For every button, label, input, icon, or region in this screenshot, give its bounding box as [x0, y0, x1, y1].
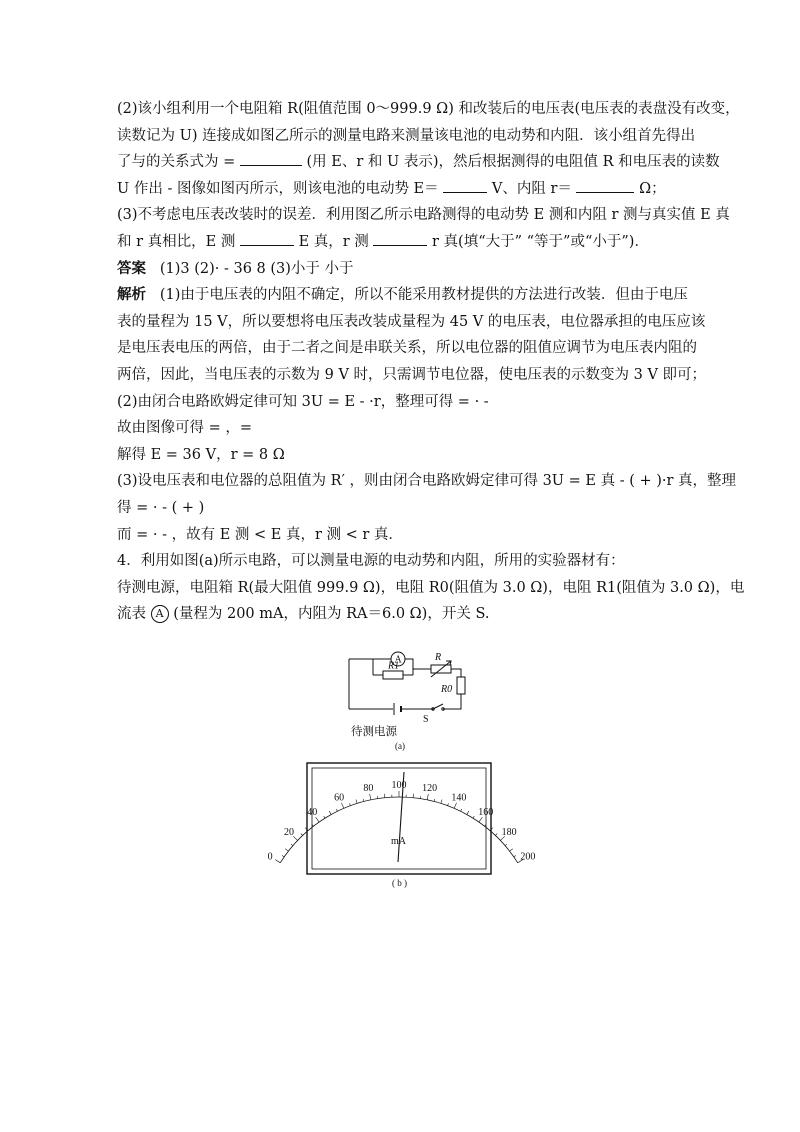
dial-tick-label: 120 [422, 783, 438, 795]
dial-tick [454, 803, 456, 809]
dial-tick-label: 160 [478, 807, 494, 819]
dial-tick-label: 80 [363, 783, 374, 795]
dial-tick-label: 180 [501, 827, 517, 839]
document-body [117, 96, 745, 628]
part2-line-3-b: (用 E、r 和 U 表示)，然后根据测得的电阻值 R 和电压表的读数 [306, 154, 720, 171]
ammeter-dial-b [267, 762, 536, 892]
part2-line-3 [117, 149, 720, 176]
question-4-line-3-b: (量程为 200 mA，内阻为 RA＝6.0 Ω)，开关 S. [173, 606, 490, 623]
dial-tick-label: 140 [451, 792, 467, 804]
dial-tick [350, 803, 351, 805]
ammeter-label: A [394, 654, 402, 666]
part3-line-2-b: E 真，r 测 [298, 233, 369, 250]
dial-tick [473, 816, 474, 818]
question-4-line-3 [117, 601, 691, 628]
dial-tick-label: 40 [307, 807, 318, 819]
wire-ammeter-right [405, 659, 413, 675]
source-label: 待测电源 [351, 726, 397, 738]
variable-arrow-icon [431, 661, 451, 677]
dial-tick [329, 811, 331, 814]
dial-tick [356, 800, 357, 804]
analysis-line-4: 两倍，因此，当电压表的示数为 9 V 时，只需调节电位器，使电压表的示数变为 3 V 即可； [117, 366, 707, 383]
question-4-line-1: 4．利用如图(a)所示电路，可以测量电源的电动势和内阻，所用的实验器材有： [117, 553, 625, 570]
r-label: R [435, 652, 442, 663]
analysis-line-8: (3)设电压表和电位器的总阻值为 R′ ，则由闭合电路欧姆定律可得 3U = E 真 - ( + )·r 真，整理 [117, 473, 737, 490]
wire-bottom-right [443, 694, 461, 709]
dial-tick [370, 794, 371, 800]
dial-scale [268, 780, 536, 863]
resistor-r1-icon [383, 671, 403, 679]
question-4-line-2: 待测电源，电阻箱 R(最大阻值 999.9 Ω)，电阻 R0(阻值为 3.0 Ω)，电阻 R1(阻值为 3.0 Ω)，电 [117, 579, 745, 596]
analysis-line-9: 得 = · - ( + ) [117, 499, 205, 516]
part2-line-4-a: U 作出 - 图像如图丙所示，则该电池的电动势 E＝ [117, 180, 439, 197]
analysis-line-3: 是电压表电压的两倍，由于二者之间是串联关系，所以电位器的阻值应调节为电压表内阻的 [117, 340, 697, 357]
switch-label: S [423, 714, 429, 725]
dial-tick [282, 855, 284, 856]
dial-tick-label: 100 [391, 780, 407, 791]
wire-right [451, 669, 461, 677]
part3-line-1: (3)不考虑电压表改装时的误差．利用图乙所示电路测得的电动势 E 测和内阻 r 测与真实值 E 真 [117, 207, 730, 224]
analysis-line-7: 解得 E = 36 V，r = 8 Ω [117, 446, 285, 463]
dial-tick [448, 803, 449, 805]
part3-line-2-a: 和 r 真相比，E 测 [117, 233, 236, 250]
dial-tick [275, 860, 280, 863]
analysis-line-5: (2)由闭合电路欧姆定律可知 3U = E - ·r，整理可得 = · - [117, 393, 489, 410]
dial-tick [324, 816, 325, 818]
dial-tick [495, 834, 497, 836]
answer-blank-relation[interactable] [240, 150, 302, 166]
part3-line-2-c: r 真(填“大于” “等于”或“小于”)． [432, 233, 649, 250]
resistor-r0-icon [457, 677, 465, 694]
answer-blank-resistance[interactable] [576, 177, 634, 193]
dial-tick-label: 200 [520, 851, 536, 863]
dial-tick [514, 855, 516, 856]
dial-tick [510, 849, 513, 851]
answer-blank-r-compare[interactable] [373, 230, 427, 246]
dial-tick-label: 20 [283, 827, 294, 839]
r1-label: R1 [388, 660, 400, 672]
circuit-diagram-a [333, 649, 478, 753]
dial-tick [341, 803, 343, 809]
figure-b-caption: ( b ) [392, 878, 407, 888]
dial-tick [285, 849, 288, 851]
dial-tick [461, 809, 462, 811]
analysis-label: 解析 [117, 286, 146, 304]
dial-tick [291, 844, 293, 846]
question-4-line-3-a: 流表 [117, 606, 146, 623]
part2-line-2: 读数记为 U) 连接成如图乙所示的测量电路来测量该电池的电动势和内阻．该小组首先得出 [117, 127, 696, 144]
dial-tick [467, 811, 469, 814]
part2-line-4-c: Ω； [639, 180, 666, 197]
part2-line-4 [117, 176, 691, 203]
analysis-text-1: (1)由于电压表的内阻不确定，所以不能采用教材提供的方法进行改装．但由于电压 [159, 287, 688, 304]
dial-tick [336, 809, 337, 811]
dial-tick [441, 800, 442, 804]
dial-tick [427, 794, 428, 800]
ammeter-symbol: A [151, 605, 169, 623]
r0-label: R0 [441, 684, 453, 695]
answer-label: 答案 [117, 259, 146, 277]
dial-unit-label: mA [391, 836, 406, 847]
dial-tick [301, 834, 303, 836]
dial-tick [505, 844, 507, 846]
part2-line-1: (2)该小组利用一个电阻箱 R(阻值范围 0～999.9 Ω) 和改装后的电压表(电压表的表盘没有改变， [117, 101, 740, 117]
dial-tick-label: 0 [267, 851, 273, 863]
answer-line [117, 256, 691, 283]
analysis-line-10: 而 = · - ，故有 E 测 < E 真，r 测 < r 真． [117, 526, 403, 543]
analysis-line-1 [117, 282, 691, 309]
dial-tick-label: 60 [334, 792, 345, 804]
part2-line-3-a: 了与的关系式为 = [117, 154, 236, 171]
answer-blank-e-compare[interactable] [240, 230, 294, 246]
analysis-line-6: 故由图像可得 = ，= [117, 420, 253, 437]
figure-a-caption: (a) [395, 741, 405, 751]
part3-line-2 [117, 229, 691, 256]
answer-blank-emf[interactable] [443, 177, 487, 193]
answer-text: (1)3 (2)· - 36 8 (3)小于 小于 [159, 260, 354, 277]
analysis-line-2: 表的量程为 15 V，所以要想将电压表改装成量程为 45 V 的电压表，电位器承担的电压应该 [117, 313, 706, 330]
part2-line-4-b: V、内阻 r＝ [491, 180, 572, 197]
